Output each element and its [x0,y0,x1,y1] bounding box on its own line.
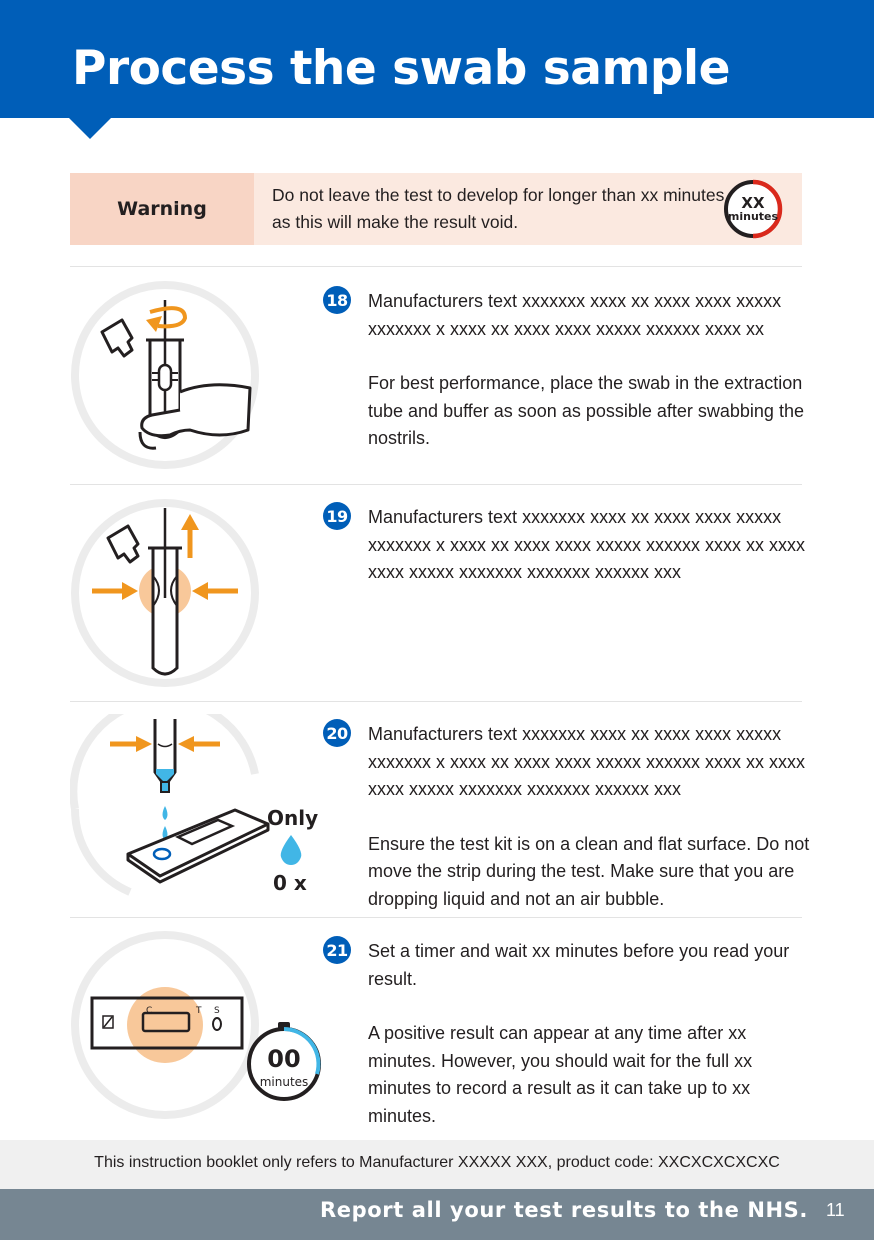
step-18-text [368,288,818,453]
divider [70,484,802,485]
step-20-paragraph-2: Ensure the test kit is on a clean and flat surface. Do not move the strip during the test. Make sure that you are dropping liquid and not an air bubble. [368,833,810,909]
timer-badge-icon [722,178,784,240]
cassette-label-c: C [146,1006,153,1016]
swab-in-tube-illustration [70,280,260,474]
divider [70,701,802,702]
header-notch [68,117,112,139]
drop-icon [277,833,305,871]
step-number-19: 19 [323,502,351,530]
step-20-paragraph-1: Manufacturers text xxxxxxx xxxx xx xxxx xxxx xxxxx xxxxxxx x xxxx xx xxxx xxxx xxxxx xxxxxx xxxx xx xxxx xxxx xxxxx xxxxxxx xxxxxxx xxxxxx xxx [368,724,806,799]
page-title: Process the swab sample [72,41,731,96]
cassette-label-s: S [214,1006,220,1016]
timer-badge-value: XX [741,194,765,212]
warning-text: Do not leave the test to develop for longer than xx minutes as this will make the result void. [272,185,725,232]
footer-note: This instruction booklet only refers to Manufacturer XXXXX XXX, product code: XXCXCXCXCXC [94,1154,780,1171]
step-20-text [368,721,820,913]
step-19-text [368,504,820,587]
step-18-paragraph-1: Manufacturers text xxxxxxx xxxx xx xxxx xxxx xxxxx xxxxxxx x xxxx xx xxxx xxxx xxxxx xxxxxx xxxx xx [368,291,782,339]
step-number-20: 20 [323,719,351,747]
step-number-18: 18 [323,286,351,314]
drops-count-label: 0 x [273,871,307,895]
step-number-21: 21 [323,936,351,964]
squeeze-tube-illustration [70,498,260,692]
step-21-text [368,938,798,1130]
warning-label: Warning [117,198,207,220]
report-results-banner-text: Report all your test results to the NHS. [320,1198,808,1222]
drops-only-label: Only [267,806,319,830]
step-21-paragraph-1: Set a timer and wait xx minutes before you read your result. [368,941,790,989]
add-drops-illustration [70,714,270,908]
warning-box [70,173,802,245]
stopwatch-icon [244,1022,324,1102]
divider [70,917,802,918]
timer-badge-unit: minutes [727,210,779,223]
page-number: 11 [826,1200,845,1220]
warning-label-box [70,173,254,245]
cassette-label-t: T [196,1006,202,1016]
stopwatch-unit: minutes [259,1075,309,1089]
stopwatch-value: 00 [267,1045,301,1073]
step-18-paragraph-2: For best performance, place the swab in the extraction tube and buffer as soon as possible after swabbing the nostrils. [368,373,804,448]
step-19-paragraph-1: Manufacturers text xxxxxxx xxxx xx xxxx xxxx xxxxx xxxxxxx x xxxx xx xxxx xxxx xxxxx xxxxxx xxxx xx xxxx xxxx xxxxx xxxxxxx xxxxxxx xxxxxx xxx [368,507,806,582]
divider [70,266,802,267]
step-21-paragraph-2: A positive result can appear at any time after xx minutes. However, you should wait for the full xx minutes to record a result as it can take up to xx minutes. [368,1023,753,1126]
